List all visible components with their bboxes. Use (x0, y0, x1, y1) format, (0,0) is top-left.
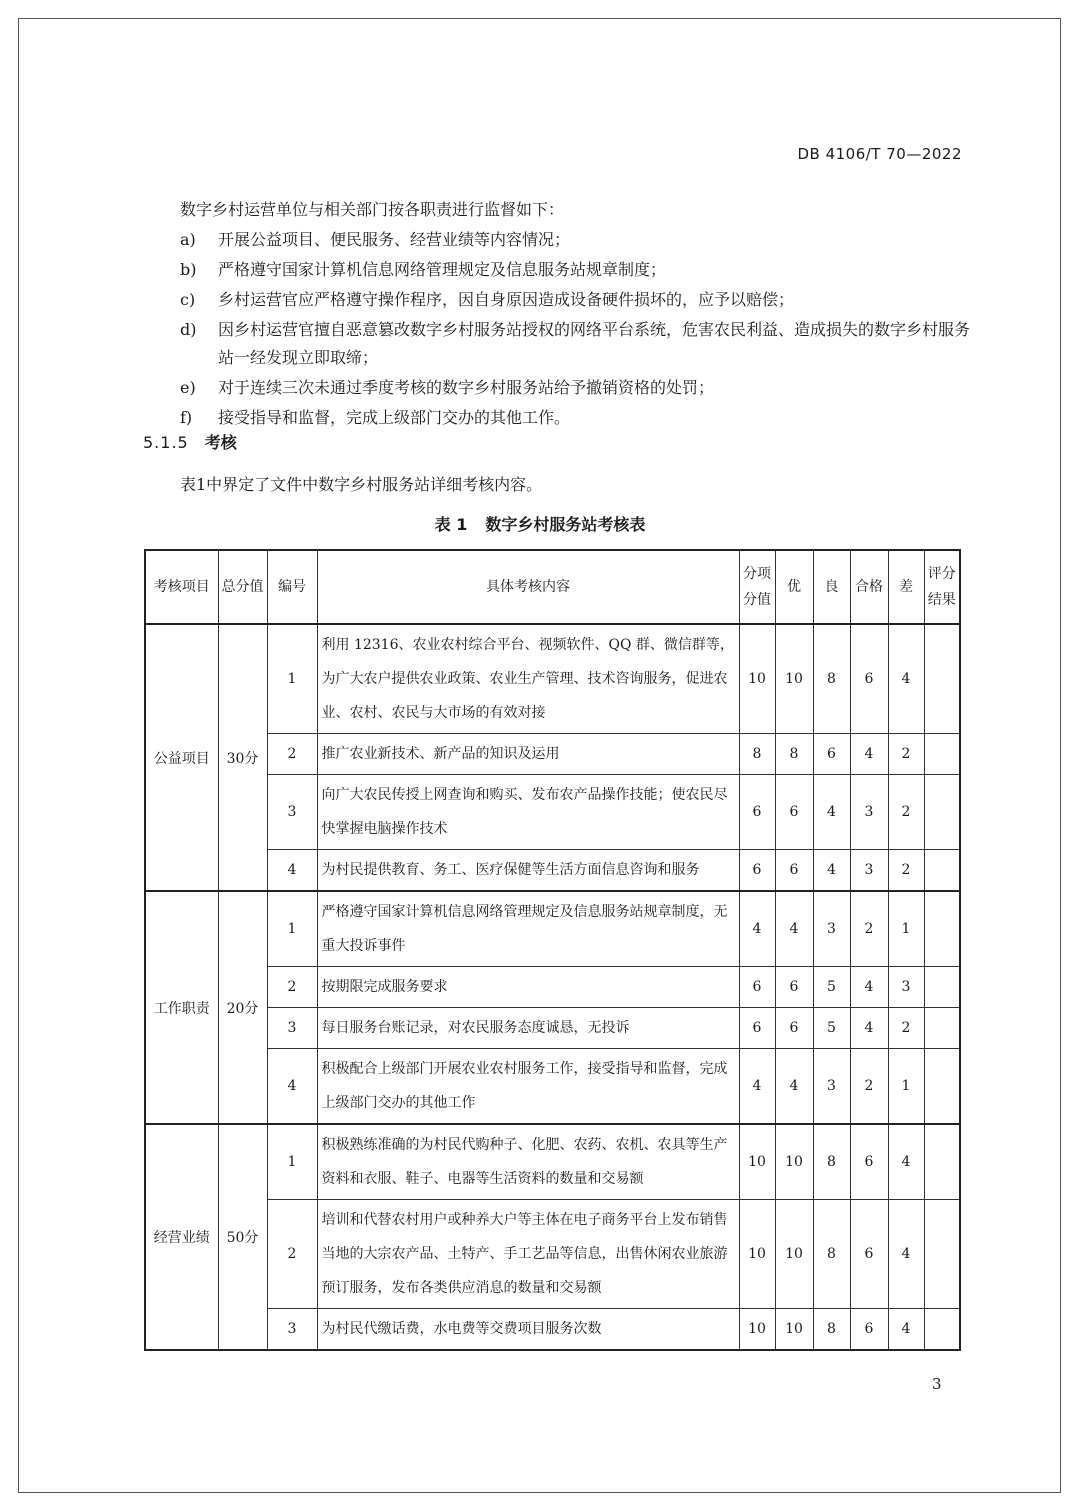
row-excellent: 4 (775, 1049, 813, 1125)
assessment-table (144, 549, 961, 1351)
row-result-cell (924, 624, 960, 734)
row-content: 按期限完成服务要求 (317, 967, 739, 1008)
row-score: 4 (739, 1049, 775, 1125)
header-pass: 合格 (850, 550, 888, 624)
row-result-cell (924, 1124, 960, 1200)
row-excellent: 4 (775, 891, 813, 967)
row-no: 2 (267, 967, 317, 1008)
row-poor: 3 (888, 967, 924, 1008)
row-good: 8 (813, 624, 850, 734)
table-row (145, 1200, 960, 1309)
section-number: 5.1.5 (143, 433, 189, 452)
row-score: 10 (739, 1124, 775, 1200)
row-result-cell (924, 891, 960, 967)
row-no: 3 (267, 1309, 317, 1351)
row-score: 10 (739, 624, 775, 734)
row-pass: 4 (850, 1008, 888, 1049)
table-caption (0, 512, 1080, 535)
list-marker: a) (180, 230, 196, 249)
row-poor: 4 (888, 624, 924, 734)
row-no: 1 (267, 891, 317, 967)
row-good: 3 (813, 891, 850, 967)
row-result-cell (924, 1309, 960, 1351)
section-title: 考核 (204, 433, 237, 452)
row-excellent: 6 (775, 1008, 813, 1049)
table-row (145, 967, 960, 1008)
row-good: 8 (813, 1124, 850, 1200)
table-intro: 表1中界定了文件中数字乡村服务站详细考核内容。 (180, 475, 543, 494)
row-content: 推广农业新技术、新产品的知识及运用 (317, 734, 739, 775)
row-score: 8 (739, 734, 775, 775)
row-content: 培训和代替农村用户或种养大户等主体在电子商务平台上发布销售当地的大宗农产品、土特产、手工艺品等信息，出售休闲农业旅游预订服务，发布各类供应消息的数量和交易额 (317, 1200, 739, 1309)
row-good: 6 (813, 734, 850, 775)
table-row (145, 1008, 960, 1049)
row-score: 10 (739, 1200, 775, 1309)
table-row (145, 775, 960, 850)
list-item (180, 256, 980, 284)
row-no: 1 (267, 1124, 317, 1200)
row-score: 6 (739, 1008, 775, 1049)
group-total: 50分 (218, 1124, 267, 1350)
header-result: 评分结果 (924, 550, 960, 624)
row-excellent: 6 (775, 967, 813, 1008)
row-poor: 4 (888, 1124, 924, 1200)
table-header-row (145, 550, 960, 624)
list-text: 因乡村运营官擅自恶意篡改数字乡村服务站授权的网络平台系统，危害农民利益、造成损失的数字乡村服务站一经发现立即取缔； (218, 320, 971, 367)
row-score: 6 (739, 967, 775, 1008)
table-row (145, 734, 960, 775)
header-poor: 差 (888, 550, 924, 624)
list-marker: e) (180, 378, 196, 397)
header-score: 分项分值 (739, 550, 775, 624)
row-excellent: 8 (775, 734, 813, 775)
row-poor: 2 (888, 775, 924, 850)
row-score: 6 (739, 850, 775, 892)
row-good: 4 (813, 775, 850, 850)
row-no: 4 (267, 850, 317, 892)
row-poor: 2 (888, 734, 924, 775)
row-no: 1 (267, 624, 317, 734)
row-pass: 6 (850, 1200, 888, 1309)
row-pass: 6 (850, 1124, 888, 1200)
row-excellent: 10 (775, 1200, 813, 1309)
row-no: 2 (267, 734, 317, 775)
header-total: 总分值 (218, 550, 267, 624)
table-row (145, 891, 960, 967)
supervision-list (180, 226, 980, 434)
row-poor: 4 (888, 1309, 924, 1351)
header-excellent: 优 (775, 550, 813, 624)
row-content: 严格遵守国家计算机信息网络管理规定及信息服务站规章制度，无重大投诉事件 (317, 891, 739, 967)
table-caption-title: 数字乡村服务站考核表 (485, 515, 646, 534)
row-content: 积极熟练准确的为村民代购种子、化肥、农药、农机、农具等生产资料和衣服、鞋子、电器等生活资料的数量和交易额 (317, 1124, 739, 1200)
row-good: 5 (813, 967, 850, 1008)
table-row (145, 1124, 960, 1200)
row-result-cell (924, 1049, 960, 1125)
row-result-cell (924, 734, 960, 775)
row-content: 为村民提供教育、务工、医疗保健等生活方面信息咨询和服务 (317, 850, 739, 892)
row-excellent: 10 (775, 1309, 813, 1351)
list-item (180, 404, 980, 432)
list-marker: c) (180, 290, 196, 309)
list-text: 严格遵守国家计算机信息网络管理规定及信息服务站规章制度； (218, 260, 667, 279)
list-item (180, 226, 980, 254)
row-pass: 4 (850, 734, 888, 775)
row-pass: 6 (850, 1309, 888, 1351)
list-item (180, 286, 980, 314)
table-caption-number: 表 1 (434, 515, 468, 534)
row-pass: 2 (850, 891, 888, 967)
row-good: 8 (813, 1309, 850, 1351)
row-excellent: 6 (775, 775, 813, 850)
row-no: 2 (267, 1200, 317, 1309)
row-excellent: 10 (775, 624, 813, 734)
table-row (145, 624, 960, 734)
row-poor: 2 (888, 1008, 924, 1049)
row-pass: 2 (850, 1049, 888, 1125)
row-result-cell (924, 967, 960, 1008)
group-total: 30分 (218, 624, 267, 891)
row-score: 6 (739, 775, 775, 850)
list-text: 乡村运营官应严格遵守操作程序，因自身原因造成设备硬件损坏的，应予以赔偿； (218, 290, 795, 309)
document-code: DB 4106/T 70—2022 (797, 145, 962, 163)
row-score: 4 (739, 891, 775, 967)
row-pass: 3 (850, 850, 888, 892)
row-pass: 4 (850, 967, 888, 1008)
row-pass: 3 (850, 775, 888, 850)
row-result-cell (924, 1008, 960, 1049)
row-content: 利用 12316、农业农村综合平台、视频软件、QQ 群、微信群等，为广大农户提供农业政策、农业生产管理、技术咨询服务，促进农业、农村、农民与大市场的有效对接 (317, 624, 739, 734)
list-marker: f) (180, 408, 193, 427)
table-row (145, 850, 960, 892)
group-name: 经营业绩 (145, 1124, 218, 1350)
row-no: 4 (267, 1049, 317, 1125)
row-no: 3 (267, 775, 317, 850)
table-row (145, 1049, 960, 1125)
row-excellent: 10 (775, 1124, 813, 1200)
row-result-cell (924, 1200, 960, 1309)
row-excellent: 6 (775, 850, 813, 892)
list-marker: b) (180, 260, 197, 279)
section-heading (143, 430, 237, 453)
list-item (180, 316, 980, 372)
row-content: 为村民代缴话费，水电费等交费项目服务次数 (317, 1309, 739, 1351)
row-poor: 1 (888, 891, 924, 967)
list-item (180, 374, 980, 402)
row-poor: 1 (888, 1049, 924, 1125)
list-text: 对于连续三次未通过季度考核的数字乡村服务站给予撤销资格的处罚； (218, 378, 715, 397)
row-result-cell (924, 850, 960, 892)
header-content: 具体考核内容 (317, 550, 739, 624)
row-content: 积极配合上级部门开展农业农村服务工作，接受指导和监督，完成上级部门交办的其他工作 (317, 1049, 739, 1125)
list-marker: d) (180, 320, 197, 339)
row-pass: 6 (850, 624, 888, 734)
group-name: 公益项目 (145, 624, 218, 891)
list-text: 开展公益项目、便民服务、经营业绩等内容情况； (218, 230, 571, 249)
group-name: 工作职责 (145, 891, 218, 1124)
header-good: 良 (813, 550, 850, 624)
row-content: 每日服务台账记录，对农民服务态度诚恳，无投诉 (317, 1008, 739, 1049)
group-total: 20分 (218, 891, 267, 1124)
header-no: 编号 (267, 550, 317, 624)
list-text: 接受指导和监督，完成上级部门交办的其他工作。 (218, 408, 571, 427)
row-result-cell (924, 775, 960, 850)
row-content: 向广大农民传授上网查询和购买、发布农产品操作技能；使农民尽快掌握电脑操作技术 (317, 775, 739, 850)
row-poor: 4 (888, 1200, 924, 1309)
supervision-intro: 数字乡村运营单位与相关部门按各职责进行监督如下： (180, 200, 565, 219)
row-no: 3 (267, 1008, 317, 1049)
header-item: 考核项目 (145, 550, 218, 624)
row-good: 4 (813, 850, 850, 892)
row-poor: 2 (888, 850, 924, 892)
row-good: 8 (813, 1200, 850, 1309)
row-good: 5 (813, 1008, 850, 1049)
row-score: 10 (739, 1309, 775, 1351)
row-good: 3 (813, 1049, 850, 1125)
table-row (145, 1309, 960, 1351)
page-number: 3 (932, 1375, 942, 1393)
